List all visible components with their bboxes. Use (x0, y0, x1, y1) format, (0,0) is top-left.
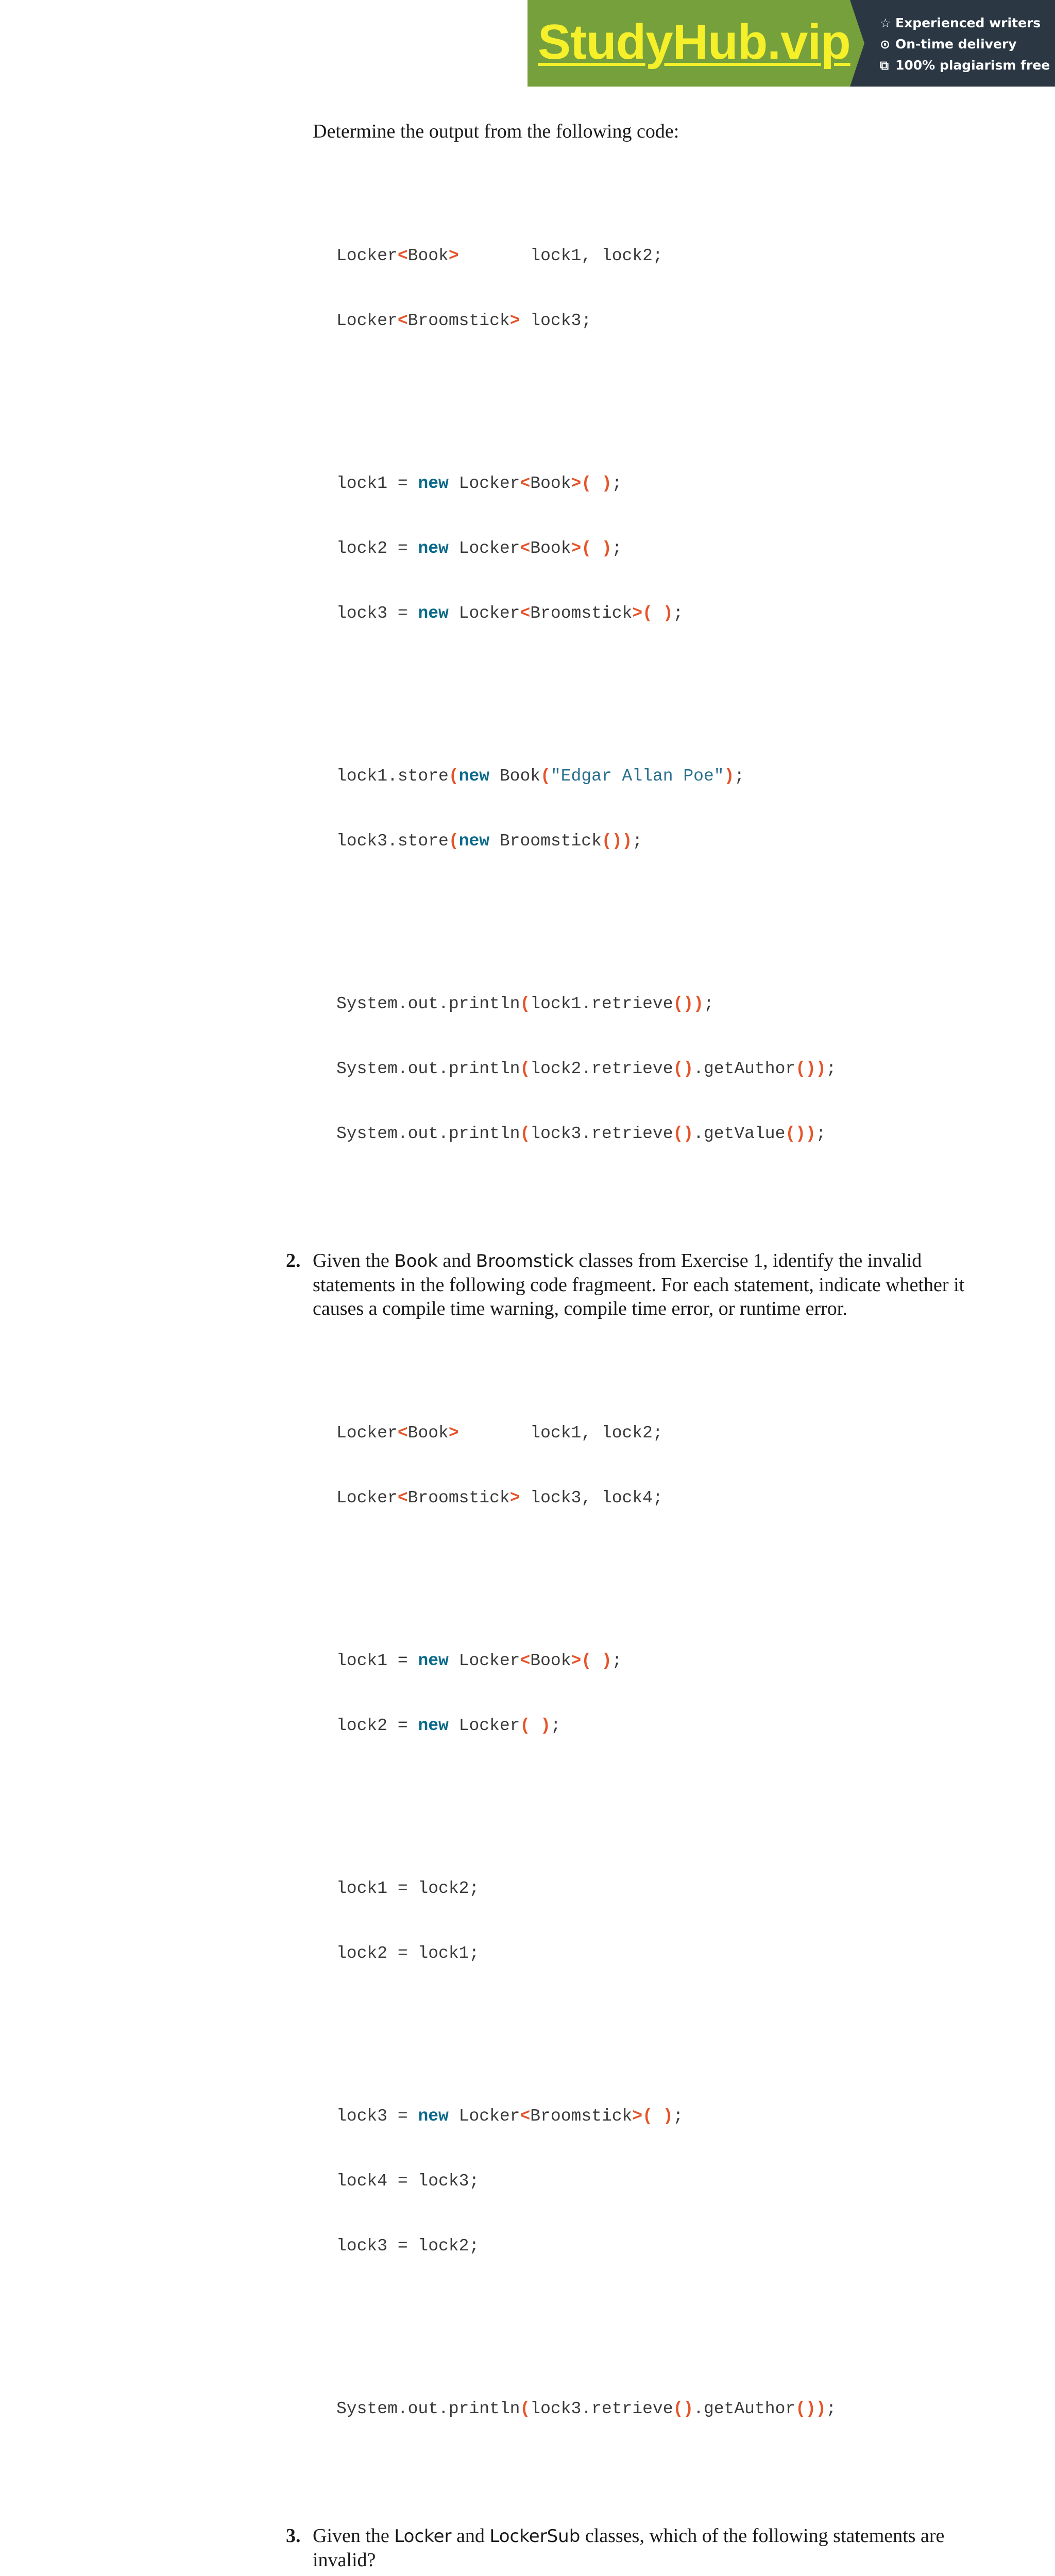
star-icon: ☆ (880, 16, 891, 30)
code-line: lock3 = new Locker<Broomstick>( ); (336, 2107, 684, 2126)
code-line: Locker<Book> lock1, lock2; (336, 246, 663, 265)
code-group (336, 2355, 971, 2463)
code-line: lock1 = lock2; (336, 1879, 480, 1898)
code-group (336, 1379, 971, 1552)
code-group (336, 430, 971, 668)
question-3: 3. Given the Locker and LockerSub classes, which of the following statements are invalid? (286, 2525, 945, 2571)
inline-code: Locker (394, 2526, 452, 2547)
question-number: 3. (286, 2525, 301, 2547)
inline-code: LockerSub (489, 2526, 581, 2547)
inline-code: Broomstick (475, 1251, 574, 1272)
code-group (336, 1835, 971, 2008)
clock-icon: ⊙ (880, 37, 891, 52)
code-line: lock2 = lock1; (336, 1944, 480, 1963)
code-line: lock3 = lock2; (336, 2236, 480, 2256)
code-line: lock2 = new Locker<Book>( ); (336, 539, 622, 558)
code-line: Locker<Broomstick> lock3; (336, 311, 592, 330)
feature-experienced-writers: ☆ Experienced writers (880, 12, 1050, 33)
code-line: lock1 = new Locker<Book>( ); (336, 474, 622, 493)
code-line: lock4 = lock3; (336, 2172, 480, 2191)
exercise-content (286, 120, 971, 2576)
inline-code: Book (394, 1251, 438, 1272)
code-line: lock1.store(new Book("Edgar Allan Poe"); (336, 767, 745, 786)
code-line: System.out.println(lock2.retrieve().getAuthor()); (336, 1059, 837, 1078)
question-number: 2. (286, 1250, 301, 1272)
code-line: System.out.println(lock3.retrieve().getValue()); (336, 1124, 826, 1143)
question-2: 2. Given the Book and Broomstick classes from Exercise 1, identify the invalid statements in the following code fragmeent. For each statement, indicate whether it causes a compile time warning, compile time error, or runtime error. (286, 1250, 965, 1319)
code-line: lock2 = new Locker( ); (336, 1716, 561, 1735)
studyhub-logo[interactable]: StudyHub.vip (538, 14, 850, 70)
intro-text: Determine the output from the following code: (313, 121, 679, 142)
studyhub-banner[interactable] (528, 0, 1055, 87)
code-line: lock3.store(new Broomstick()); (336, 832, 643, 851)
code-line: System.out.println(lock3.retrieve().getAuthor()); (336, 2399, 837, 2418)
code-group (336, 1607, 971, 1780)
code-line: System.out.println(lock1.retrieve()); (336, 994, 714, 1013)
code-group (336, 2062, 971, 2300)
feature-plagiarism-free: ⧉ 100% plagiarism free (880, 55, 1050, 76)
code-group (336, 722, 971, 895)
code-line: Locker<Broomstick> lock3, lock4; (336, 1488, 663, 1507)
copy-icon: ⧉ (880, 58, 889, 73)
code-group (336, 202, 971, 375)
code-group (336, 950, 971, 1188)
code-block-1 (336, 159, 971, 1231)
feature-on-time-delivery: ⊙ On-time delivery (880, 33, 1050, 55)
code-line: Locker<Book> lock1, lock2; (336, 1423, 663, 1443)
code-line: lock1 = new Locker<Book>( ); (336, 1651, 622, 1670)
code-block-2 (336, 1336, 971, 2506)
banner-features (880, 12, 1050, 76)
code-line: lock3 = new Locker<Broomstick>( ); (336, 604, 684, 623)
